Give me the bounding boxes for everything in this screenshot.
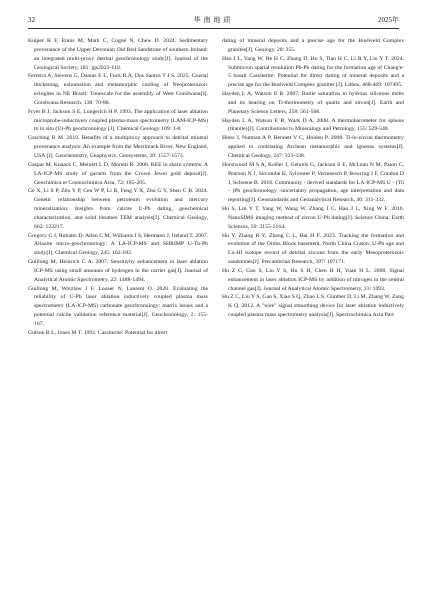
reference-entry: Hayden L A, Watson E B. 2007. Rutile saturation in hydrous siliceous melts and its bearing on Ti-thermometry of quartz and zircon[J]. Earth and Planetary Science Letters, 258: 561-568. <box>222 91 404 115</box>
reference-entry: Guillong M, Wotzlaw J F, Looser N, Laurent O. 2020. Evaluating the reliability of U-Pb laser ablation inductively coupled plasma mass spectrometry (LA-ICP-MS) carbonate geochronology: matrix issues and a potential calcite validation reference material[J]. Geochronology, 2: 155-167. <box>28 285 208 327</box>
reference-entry: Fryer B J, Jackson S E, Longerich H P. 1993. The application of laser ablation microprobe-inductively coupled plasma-mass spectrometry (LAM-ICP-MS) to in situ (U)-Pb geochronology [J]. Chemical Geology 109: 1-8. <box>28 108 208 133</box>
reference-entry: Hu Z C, Liu Y S, Gao S, Xiao S Q, Zhao L S, Günther D, Li M, Zhang W, Zong K Q. 2012. A "wire" signal smoothing device for laser ablation inductively coupled plasma mass spectrometry analysis[J]. Spectrochimica Acta Part <box>222 294 404 319</box>
reference-entry: Ferreira A, Stevens G, Dantas E L, Fuck R A, Dos Santos T J S. 2025. Crustal thickening, exhumation and metamorphic cooling of Neoproterozoic eclogites in NE Brazil: Timescale for the assembly of West Gondwana[J]. Gondwana Research, 138: 70-88. <box>28 73 208 106</box>
reference-entry: Gregory C J, Rubatto D, Allen C M, Williams I S, Hermann J, Ireland T. 2007. Allanite micro-geochronology: A LA-ICP-MS and SHRIMP U-Th-Pb study[J]. Chemical Geology, 245: 162-182. <box>28 232 208 257</box>
reference-entry: Kuiper K F, Ennis M, Mark C, Cogné N, Chew D. 2024. Sedimentary provenance of the Upper Devonian Old Red Sandstone of southern Ireland: an integrated multi-proxy detrital geochronology study[J]. Journal of the Geological Society, 181: jgs2023-110. <box>28 38 208 71</box>
reference-column-right <box>222 37 404 597</box>
reference-entry: Gasching R M. 2019. Benefits of a multiproxy approach to detrital mineral provenance analysis: An example from the Merrimack River, New England, USA [J]. Geochemistry, Geophysics, Geosystems, 20: 1557-1573. <box>28 135 208 159</box>
reference-entry: Gulson B L, Jones M T. 1992. Cassiterite: Potential for direct <box>28 329 168 336</box>
reference-entry: Hayden L A, Watson E B, Wark D A. 2008. A thermobarometer for sphene (titanite)[J]. Contributions to Mineralogy and Petrology, 155: 529-540. <box>222 117 404 133</box>
reference-entry: Hiess J, Nutman A P, Bennett V C, Holden P. 2008. Ti-in-zircon thermometry applied to contrasting Archean metamorphic and igneous systems[J]. Chemical Geology, 247: 323-338. <box>222 135 404 159</box>
journal-year: 2025年 <box>378 16 399 24</box>
reference-entry: Horstwood M S A, Košler J, Gehrels G, Jackson S E, McLean N M, Paton C, Pearson N J, Sircombe K, Sylvester P, Vermeesch P, Bowring J F, Condon D J, Schoene B. 2016. Community - derived standards for LA-ICP-MS U - (Th - )Pb geochronology -uncertainty propagation, age interpretation and data reporting[J]. Geostandards and Geoanalytical Research, 40: 311-332. <box>222 161 404 204</box>
header-rule <box>28 28 399 29</box>
running-header <box>28 14 399 26</box>
journal-title: 华南地质 <box>193 16 234 24</box>
reference-entry: Guillong M, Heinrich C A. 2007. Sensitivity enhancement in laser ablation ICP-MS using small amounts of hydrogen in the carrier gas[J]. Journal of Analytical Atomic Spectrometry, 22: 1488-1494. <box>28 259 208 283</box>
page-number: 32 <box>28 16 35 24</box>
reference-entry: Hao J L, Yang W, He H C, Zhang D, Hu S, Tian H C, Li R Y, Lin Y T. 2024. Submicron spatial resolution Pb-Pb dating for the formation age of Chang'e-5 basalt Cassiterite: Potential for direct dating of mineral deposits and a precise age for the Bushveld Complex granites [J]. Lithos, 468-469: 107495. <box>222 55 404 89</box>
reference-entry: dating of mineral deposits and a precise age for the Bushveld Complex granites[J]. Geology, 20: 355. <box>222 38 404 53</box>
reference-column-left <box>28 37 208 597</box>
reference-entry: Hu S, Lin Y T, Yang W, Wang W, Zhang J C, Hao J L, Xing W F. 2016. NanoSIMS imaging method of zircon U-Pb dating[J]. Science China: Earth Sciences, 59: 2155-2164. <box>222 206 404 230</box>
reference-entry: Ge X, Li S P, Zhu Y P, Cen W P, Li B, Feng Y X, Zhu G Y, Shen C B. 2024. Genetic relationship between petroleum evolution and mercury mineralization: Insights from calcite U-Pb dating, geochemical characterization, and solid bitumen TEM analysis[J]. Chemical Geology, 662: 122217. <box>28 188 208 230</box>
reference-entry: Gaspar M, Knaack C, Meinert L D, Moretti R. 2008. REE in skarn systems: A LA-ICP-MS study of garnets from the Crown Jewel gold deposit[J]. Geochimica et Cosmochimica Acta, 72: 185-205. <box>28 161 208 186</box>
reference-entry: Hu Z C, Gao S, Liu Y S, Hu S H, Chen H H, Yuan H L. 2008. Signal enhancement in laser ablation ICP-MS by addition of nitrogen in the central channel gas[J]. Journal of Analytical Atomic Spectrometry, 23: 1093. <box>222 267 404 292</box>
reference-entry: Hu Y, Zhang R Y, Zhang C L, Bai H F. 2023. Tracking the formation and evolution of the Ordos Block basement, North China Craton: U-Pb age and Lu-Hf isotope record of detrital zircons from the early Mesoproterozoic sandstones[J]. Precambrian Research, 397: 107171. <box>222 232 404 266</box>
